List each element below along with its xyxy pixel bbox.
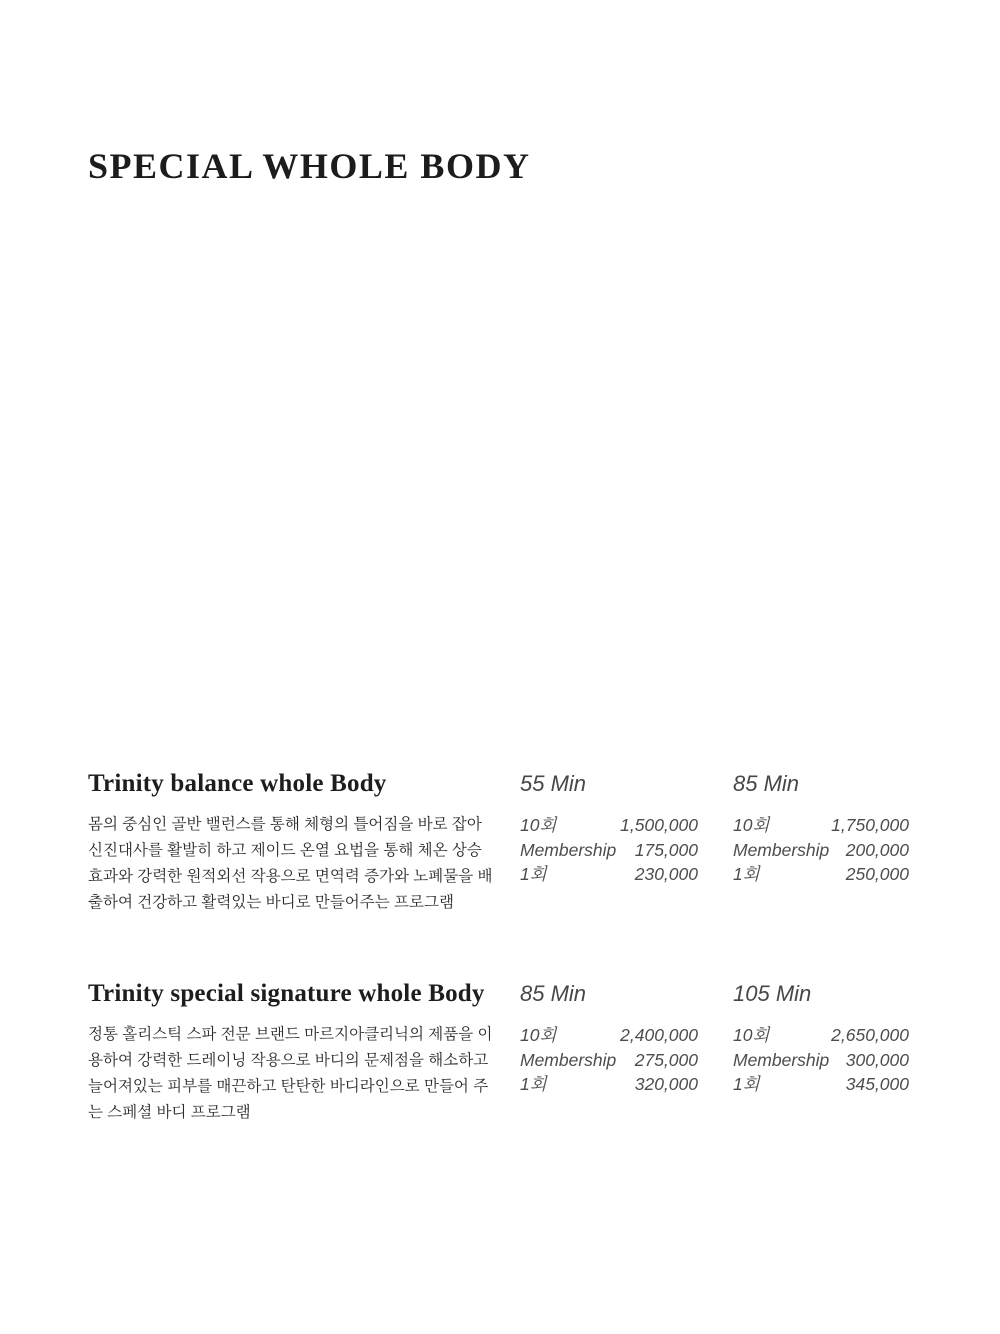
price-row-label: 10회 — [733, 815, 770, 835]
price-row — [733, 1048, 909, 1073]
price-row — [733, 813, 909, 838]
option-column-85min — [733, 769, 909, 887]
price-row-value: 200,000 — [845, 839, 909, 860]
option-column-105min — [733, 979, 909, 1097]
page-title: SPECIAL WHOLE BODY — [88, 146, 531, 186]
price-row-value: 300,000 — [845, 1049, 909, 1070]
price-row-value: 1,500,000 — [620, 815, 698, 835]
price-row — [520, 813, 698, 838]
option-duration: 85 Min — [520, 981, 587, 1006]
price-rows — [520, 813, 698, 887]
price-row — [520, 862, 698, 887]
price-row-value: 250,000 — [845, 864, 909, 884]
price-row-label: Membership — [733, 839, 830, 860]
price-row-label: 1회 — [520, 864, 547, 884]
option-column-85min — [520, 979, 698, 1097]
price-row-label: Membership — [733, 1049, 830, 1070]
price-rows — [733, 1023, 909, 1097]
price-row — [520, 838, 698, 863]
price-row — [520, 1023, 698, 1048]
price-row-label: 10회 — [733, 1025, 770, 1045]
price-row-label: 10회 — [520, 815, 557, 835]
price-row-label: 1회 — [733, 864, 760, 884]
program-name: Trinity special signature whole Body — [88, 980, 485, 1007]
program-description: 몸의 중심인 골반 밸런스를 통해 체형의 틀어짐을 바로 잡아 신진대사를 활발히 하고 제이드 온열 요법을 통해 체온 상승 효과와 강력한 원적외선 작용으로 면역력 증가와 노폐물을 배출하여 건강하고 활력있는 바디로 만들어주는 프로그램 — [88, 816, 493, 911]
price-row-value: 320,000 — [634, 1074, 698, 1094]
program-name: Trinity balance whole Body — [88, 770, 387, 797]
price-row-label: Membership — [520, 1049, 617, 1070]
price-row-value: 345,000 — [845, 1074, 909, 1094]
price-row-value: 1,750,000 — [831, 815, 909, 835]
option-column-55min — [520, 769, 698, 887]
option-duration: 85 Min — [733, 771, 800, 796]
price-row-label: 1회 — [733, 1074, 760, 1094]
price-row — [733, 838, 909, 863]
price-row — [733, 1023, 909, 1048]
price-row-label: 10회 — [520, 1025, 557, 1045]
price-rows — [520, 1023, 698, 1097]
price-row — [733, 862, 909, 887]
program-info — [88, 979, 494, 1126]
price-row-value: 230,000 — [634, 864, 698, 884]
price-row-value: 2,400,000 — [620, 1025, 698, 1045]
option-duration: 55 Min — [520, 771, 587, 796]
program-info — [88, 769, 494, 916]
price-rows — [733, 813, 909, 887]
price-row-label: Membership — [520, 839, 617, 860]
program-description: 정통 홀리스틱 스파 전문 브랜드 마르지아클리닉의 제품을 이용하여 강력한 드레이닝 작용으로 바디의 문제점을 해소하고 늘어져있는 피부를 매끈하고 탄탄한 바디라인으로 만들어 주는 스페셜 바디 프로그램 — [88, 1026, 493, 1121]
price-row — [520, 1048, 698, 1073]
price-row-value: 175,000 — [634, 839, 698, 860]
price-row — [520, 1072, 698, 1097]
price-row-label: 1회 — [520, 1074, 547, 1094]
price-row-value: 2,650,000 — [831, 1025, 909, 1045]
price-row-value: 275,000 — [634, 1049, 698, 1070]
option-duration: 105 Min — [733, 981, 812, 1006]
price-row — [733, 1072, 909, 1097]
